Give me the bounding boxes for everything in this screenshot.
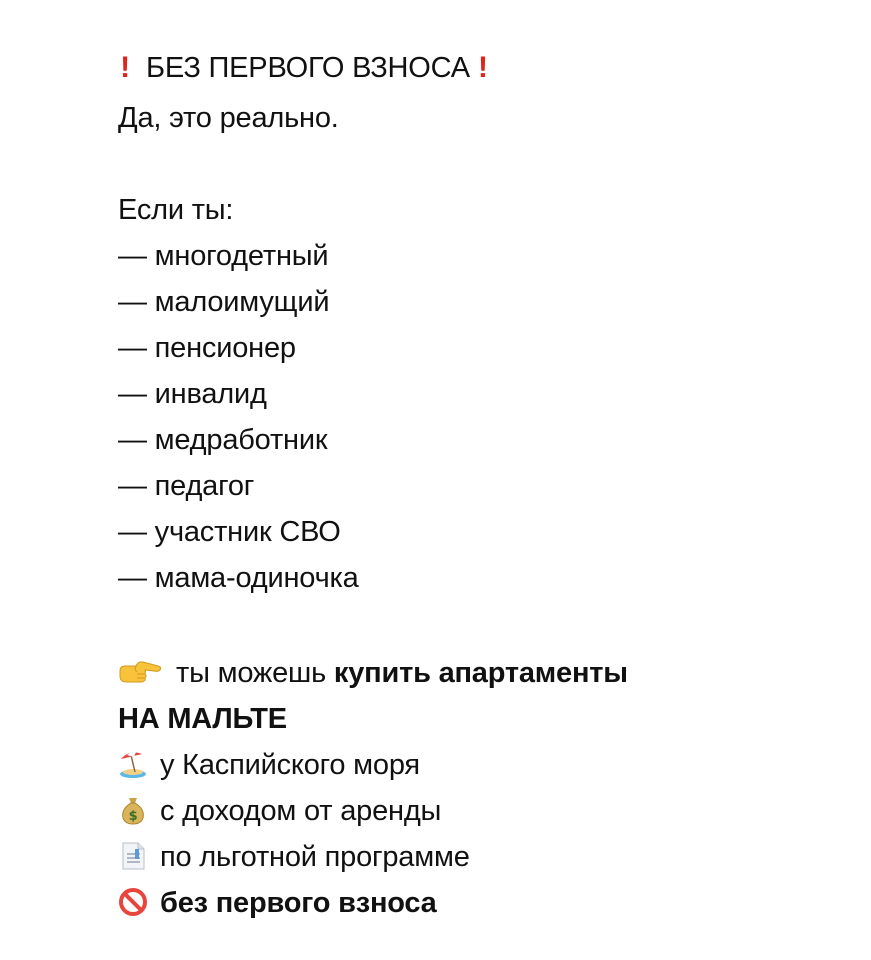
exclamation-icon: ! [478,51,488,84]
conditions-intro: Если ты: [118,194,234,226]
list-item: — участник СВО [118,516,341,548]
title-line [118,50,490,86]
exclamation-icon: ! [120,51,130,84]
benefit-text: без первого взноса [160,887,437,919]
offer-highlight: купить апартаменты [333,657,628,689]
list-item: — педагог [118,470,255,502]
benefit-item [118,793,441,829]
prohibited-icon [118,887,148,917]
offer-line [118,655,628,691]
offer-highlight-line2: НА МАЛЬТЕ [118,703,287,735]
document-icon [118,841,148,871]
pointing-hand-icon [118,657,148,687]
money-bag-icon [118,795,148,825]
benefit-text: с доходом от аренды [160,795,442,827]
benefit-item [118,839,470,875]
page-title: БЕЗ ПЕРВОГО ВЗНОСА [146,52,470,84]
list-item: — инвалид [118,378,267,410]
subtitle: Да, это реально. [118,102,339,134]
list-item: — малоимущий [118,286,330,318]
beach-umbrella-icon [118,749,148,779]
list-item: — медработник [118,424,328,456]
list-item: — пенсионер [118,332,296,364]
list-item: — многодетный [118,240,329,272]
benefit-item [118,885,437,921]
benefit-text: у Каспийского моря [160,749,420,781]
benefit-text: по льготной программе [160,841,470,873]
list-item: — мама-одиночка [118,562,359,594]
svg-text:$: $ [128,809,138,824]
offer-prefix: ты можешь [176,657,334,689]
benefit-item [118,747,420,783]
